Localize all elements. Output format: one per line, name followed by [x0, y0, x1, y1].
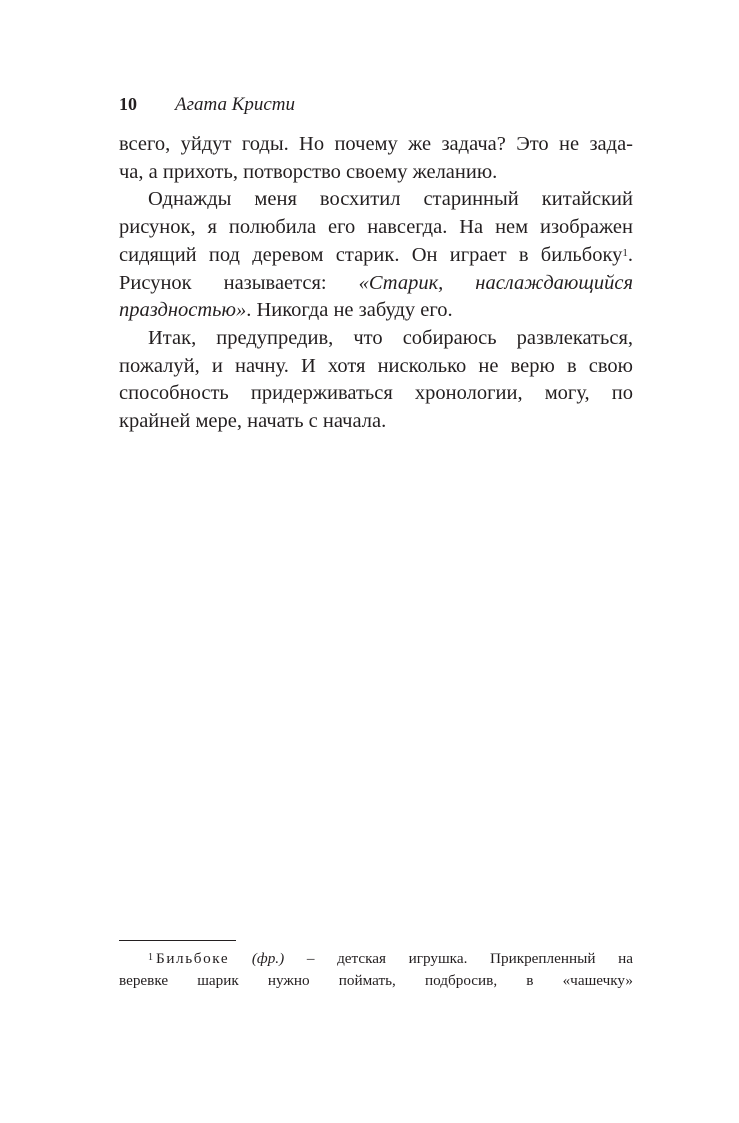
text-segment: .	[627, 243, 633, 266]
footnote-term: Бильбоке	[156, 950, 230, 967]
footnote-text: – детская игрушка. Прикрепленный на	[284, 950, 633, 967]
footnote-divider	[119, 940, 236, 941]
text-segment: . Никогда не забуду его.	[246, 299, 453, 322]
italic-title: «Старик, наслаждающийся	[358, 271, 633, 294]
footnote-line: веревке шарик нужно поймать, подбросив, в «чашечку»	[119, 972, 633, 989]
text-line: Итак, предупредив, что собираюсь развлекаться,	[148, 326, 633, 349]
body-text	[119, 131, 633, 436]
running-head	[119, 91, 633, 117]
text-line: рисунок, я полюбила его навсегда. На нем изображен	[119, 216, 633, 239]
footnote-mark: 1	[148, 952, 153, 963]
paragraph-2	[119, 186, 633, 325]
text-segment: сидящий под деревом старик. Он играет в бильбоку	[119, 243, 623, 266]
text-line: способность придерживаться хронологии, могу, по	[119, 382, 633, 405]
paragraph-1	[119, 131, 633, 186]
text-segment: Рисунок называется:	[119, 271, 359, 294]
footnote	[119, 948, 633, 992]
text-line: всего, уйдут годы. Но почему же задача? Это не зада-	[119, 133, 633, 155]
footnote-ref[interactable]: 1	[622, 246, 628, 259]
page-number: 10	[119, 94, 137, 114]
text-line: крайней мере, начать с начала.	[119, 410, 387, 433]
book-author: Агата Кристи	[175, 94, 295, 115]
footnote-line	[119, 948, 633, 970]
text-line: ча, а прихоть, потворство своему желанию.	[119, 160, 498, 183]
text-line	[119, 270, 633, 298]
text-line	[119, 297, 633, 325]
text-line-with-footnote	[119, 242, 633, 270]
footnote-lang: (фр.)	[251, 950, 285, 967]
text-line: пожалуй, и начну. И хотя нисколько не верю в свою	[119, 354, 633, 377]
paragraph-3	[119, 325, 633, 436]
italic-title: праздностью»	[119, 299, 247, 322]
text-line: Однажды меня восхитил старинный китайский	[148, 188, 633, 211]
